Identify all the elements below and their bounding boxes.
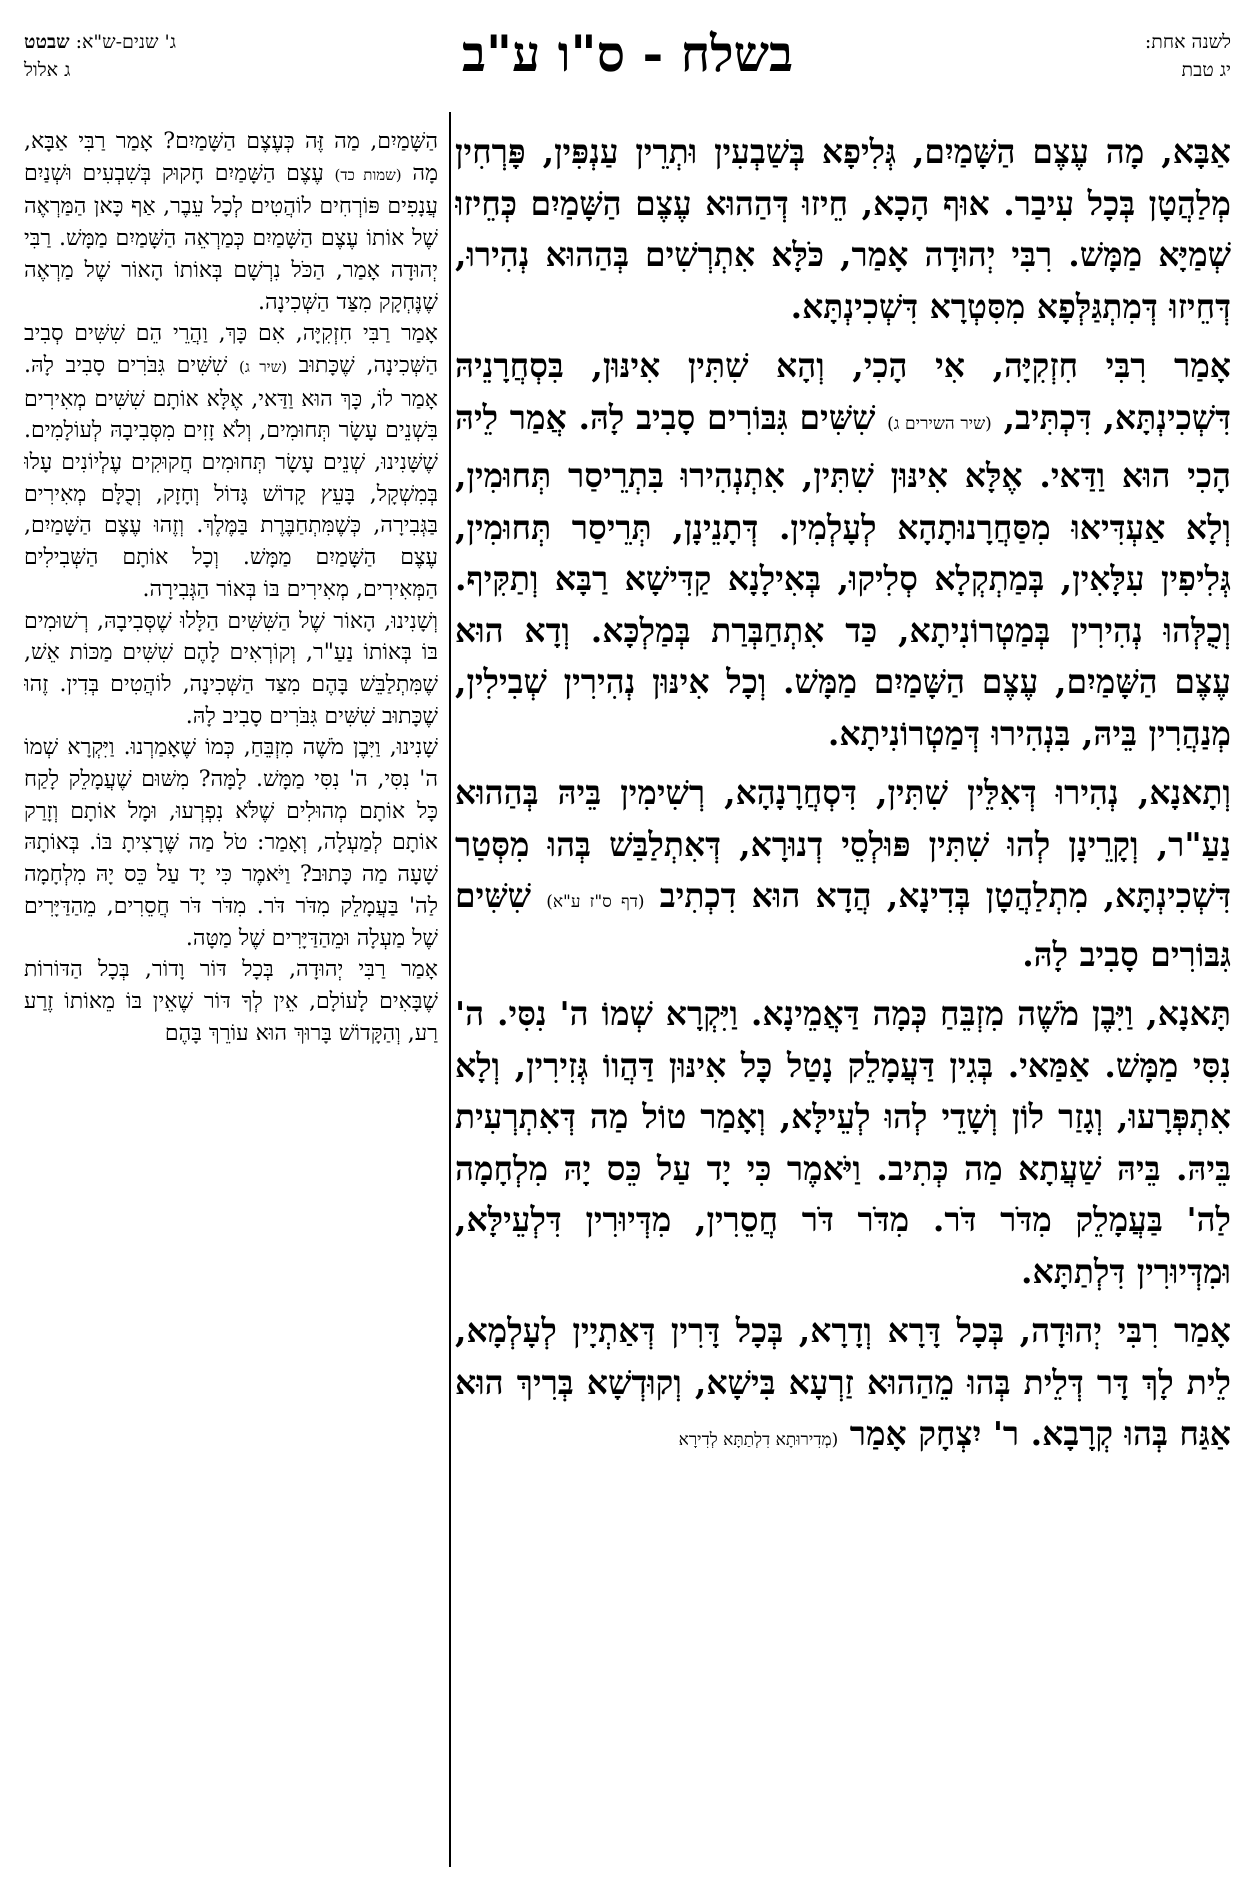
paragraph: תָּאנָא, וַיִּבֶן מֹשֶׁה מִזְבֵּחַ כְּמָה דַּאֲמֵינָא. וַיִּקְרָא שְׁמוֹ ה' נִסִּי. ה' נִסִּי מַמָּשׁ. אַמַּאי. בְּגִין דַּעֲמָלֵק נָטַל כָּל אִינּוּן דַּהֲווֹ גְּזִירִין, וְלָא אִתְפְּרָעוּ, וְגָזַר לוֹן וְשָׁדֵי לְהוּ לְעֵילָּא, וְאָמַר טוֹל מַה דְּאִתְרְעִית בֵּיהּ. בֵּיהּ שַׁעֲתָא מַה כְּתִיב. וַיֹּאמֶר כִּי יָד עַל כֵּס יָהּ מִלְחָמָה לַה' בַּעֲמָלֵק מִדֹּר דֹּר. מִדֹּר דֹּר חֲסֵרִין, מִדְּיוּרִין דִּלְעֵילָּא, וּמִדְּיוּרִין דִּלְתַתָּא.: [455, 994, 1231, 1291]
paragraph: וְתָאנָא, נְהִירוּ דְּאִלֵּין שִׁתִּין, דִּסְחֲרָנָהָא, רְשִׁימִין בֵּיהּ בְּהַהוּא נַעַ"ר, וְקָרֵינָן לְהוּ שִׁתִּין פּוּלְסֵי דְנוּרָא, דְּאִתְלַבַּשׁ בְּהוּ מִסְּטַר דִּשְׁכִינְתָּא, מִתְלַהֲטָן בְּדִינָא, הֲדָא הוּא דִכְתִיב (דף ס"ז ע"א) שִׁשִּׁים גִּבּוֹרִים סָבִיב לָהּ.: [455, 773, 1231, 974]
schedule-date: ג אלול: [24, 59, 71, 81]
paragraph: אָמַר רִבִּי יְהוּדָה, בְּכָל דָּרָא וְדָרָא, בְּכָל דָּרִין דְּאַתְיָין לְעָלְמָא, לֵית לָךְ דָּר דְּלֵית בְּהוּ מֵהַהוּא זַרְעָא בִּישָׁא, וְקוּדְשָׁא בְּרִיךְ הוּא אַגַּח בְּהוּ קְרָבָא. ר' יִצְחָק אָמַר (מְדִירוּתָא דִלְתַתָּא לְדִירָא: [455, 1311, 1231, 1453]
aramaic-text-column: [455, 126, 1231, 1866]
paragraph: אָמַר רַבִּי חִזְקִיָּה, אִם כָּךְ, וַהֲרֵי הֵם שִׁשִּׁים סְבִיב הַשְּׁכִינָה, שֶׁכָּתוּב (שיר ג) שִׁשִּׁים גִּבֹּרִים סָבִיב לָהּ. אָמַר לוֹ, כָּךְ הוּא וַדַּאי, אֶלָּא אוֹתָם שִׁשִּׁים מְאִירִים בִּשְׁנֵים עָשָׂר תְּחוּמִים, וְלֹא זָזִים מִסְּבִיבָהּ לְעוֹלָמִים. שֶׁשָּׁנִינוּ, שְׁנֵים עָשָׂר תְּחוּמִים חֲקוּקִים עֶלְיוֹנִים עָלוּ בְּמִשְׁקָל, בָּעֵץ קָדוֹשׁ גָּדוֹל וְחָזָק, וְכֻלָּם מְאִירִים בַּגְּבִירָה, כְּשֶׁמִּתְחַבֶּרֶת בַּמֶּלֶךְ. וְזֶהוּ עֶצֶם הַשָּׁמַיִם, עֶצֶם הַשָּׁמַיִם מַמָּשׁ. וְכָל אוֹתָם הַשְּׁבִילִים הַמְּאִירִים, מְאִירִים בּוֹ בְּאוֹר הַגְּבִירָה.: [24, 321, 438, 602]
scripture-reference: (שיר השירים ג): [887, 413, 992, 434]
schedule-date: יג טבת: [1181, 59, 1231, 81]
schedule-label: ג' שנים-ש"א:: [75, 31, 177, 53]
hebrew-translation-column: [24, 126, 438, 1866]
column-divider: [449, 112, 451, 1867]
inline-note: (מְדִירוּתָא דִלְתַתָּא לְדִירָא: [678, 1430, 839, 1450]
page-title: בשלח - ס"ו ע"ב: [461, 24, 794, 83]
study-schedule-three-years: [24, 28, 176, 84]
paragraph: אָמַר רִבִּי חִזְקִיָּה, אִי הָכִי, וְהָא שִׁתִּין אִינּוּן, בִּסְחֲרָנֵיהּ דִּשְׁכִינְתָּא, דִּכְתִּיב, (שיר השירים ג) שִׁשִּׁים גִּבּוֹרִים סָבִיב לָהּ. אֲמַר לֵיהּ הָכִי הוּא וַדַּאי. אֶלָּא אִינּוּן שִׁתִּין, אִתְנְהִירוּ בִּתְרֵיסַר תְּחוּמִין, וְלָא אַעְדִּיאוּ מִסַּחֲרָנוּתָהָא לְעָלְמִין. דְּתָנֵינָן, תְּרֵיסַר תְּחוּמִין, גְּלִיפִין עִלָּאִין, בְּמַתְקְלָא סְלִיקוּ, בְּאִילָנָא קַדִּישָׁא רַבָּא וְתַקִּיף. וְכֻלְּהוּ נְהִירִין בְּמַטְרוֹנִיתָא, כַּד אִתְחַבְּרַת בְּמַלְכָּא. וְדָא הוּא עֶצֶם הַשָּׁמַיִם, עֶצֶם הַשָּׁמַיִם מַמָּשׁ. וְכָל אִינּוּן נְהִירִין שְׁבִילִין, מְנַהֲרִין בֵּיהּ, בִּנְהִירוּ דְּמַטְרוֹנִיתָא.: [455, 346, 1231, 753]
paragraph: שָׁנִינוּ, וַיִּבֶן מֹשֶׁה מִזְבֵּחַ, כְּמוֹ שֶׁאָמַרְנוּ. וַיִּקְרָא שְׁמוֹ ה' נִסִּי, ה' נִסִּי מַמָּשׁ. לָמָּה? מִשּׁוּם שֶׁעֲמָלֵק לָקַח כָּל אוֹתָם מְהוּלִים שֶׁלֹּא נִפְרְעוּ, וּמָל אוֹתָם וְזָרַק אוֹתָם לְמַעְלָה, וְאָמַר: טֹל מַה שֶּׁרָצִיתָ בּוֹ. בְּאוֹתָהּ שָׁעָה מַה כָּתוּב? וַיֹּאמֶר כִּי יָד עַל כֵּס יָהּ מִלְחָמָה לַה' בַּעֲמָלֵק מִדֹּר דֹּר. מִדֹּר דֹּר חֲסֵרִים, מֵהַדַּיָּרִים שֶׁל מַעְלָה וּמֵהַדַּיָּרִים שֶׁל מַטָּה.: [24, 735, 438, 951]
paragraph: אָמַר רַבִּי יְהוּדָה, בְּכָל דּוֹר וָדוֹר, בְּכָל הַדּוֹרוֹת שֶׁבָּאִים לָעוֹלָם, אֵין לְךָ דּוֹר שֶׁאֵין בּוֹ מֵאוֹתוֹ זֶרַע רַע, וְהַקָּדוֹשׁ בָּרוּךְ הוּא עוֹרֵךְ בָּהֶם: [24, 957, 438, 1046]
paragraph: אַבָּא, מָה עֶצֶם הַשָּׁמַיִם, גְּלִיפָא בְּשַׁבְעִין וּתְרֵין עַנְפִּין, פָּרְחִין מְלַהֲטָן בְּכָל עִיבַר. אוּף הָכָא, חֵיזוּ דְּהַהוּא עֶצֶם הַשָּׁמַיִם כְּחֵיזוּ שְׁמַיָּא מַמָּשׁ. רִבִּי יְהוּדָה אָמַר, כֹּלָּא אִתְרְשִׁים בְּהַהוּא נְהִירוּ, דְּחֵיזוּ דְּמִתְגַּלְּפָא מִסִּטְרָא דִּשְׁכִינְתָּא.: [455, 132, 1231, 326]
paragraph: הַשָּׁמַיִם, מַה זֶּה כְּעֶצֶם הַשָּׁמַיִם? אָמַר רַבִּי אַבָּא, מָה (שמות כד) עֶצֶם הַשָּׁמַיִם חָקוּק בְּשִׁבְעִים וּשְׁנַיִם עֲנָפִים פּוֹרְחִים לוֹהֲטִים לְכָל עֵבֶר, אַף כָּאן הַמַּרְאֶה שֶׁל אוֹתוֹ עֶצֶם הַשָּׁמַיִם כְּמַרְאֵה הַשָּׁמַיִם מַמָּשׁ. רַבִּי יְהוּדָה אָמַר, הַכֹּל נִרְשָׁם בְּאוֹתוֹ הָאוֹר שֶׁל מַרְאֶה שֶׁנֶּחְקָק מִצַּד הַשְּׁכִינָה.: [24, 129, 438, 315]
page-reference: (דף ס"ז ע"א): [546, 892, 645, 912]
brand-mark: שבטט: [24, 31, 70, 53]
page-header: [24, 18, 1231, 116]
scripture-reference: (שיר ג): [239, 357, 288, 376]
scripture-reference: (שמות כד): [334, 165, 402, 184]
paragraph: וְשָׁנִינוּ, הָאוֹר שֶׁל הַשִּׁשִּׁים הַלָּלוּ שֶׁסְּבִיבָהּ, רְשׁוּמִים בּוֹ בְּאוֹתוֹ נַעַ"ר, וְקוֹרְאִים לָהֶם שִׁשִּׁים מַכּוֹת אֵשׁ, שֶׁמִּתְלַבֵּשׁ בָּהֶם מִצַּד הַשְּׁכִינָה, לוֹהֲטִים בְּדִין. זֶהוּ שֶׁכָּתוּב שִׁשִּׁים גִּבֹּרִים סָבִיב לָהּ.: [24, 608, 438, 729]
schedule-label: לשנה אחת:: [1144, 31, 1231, 53]
